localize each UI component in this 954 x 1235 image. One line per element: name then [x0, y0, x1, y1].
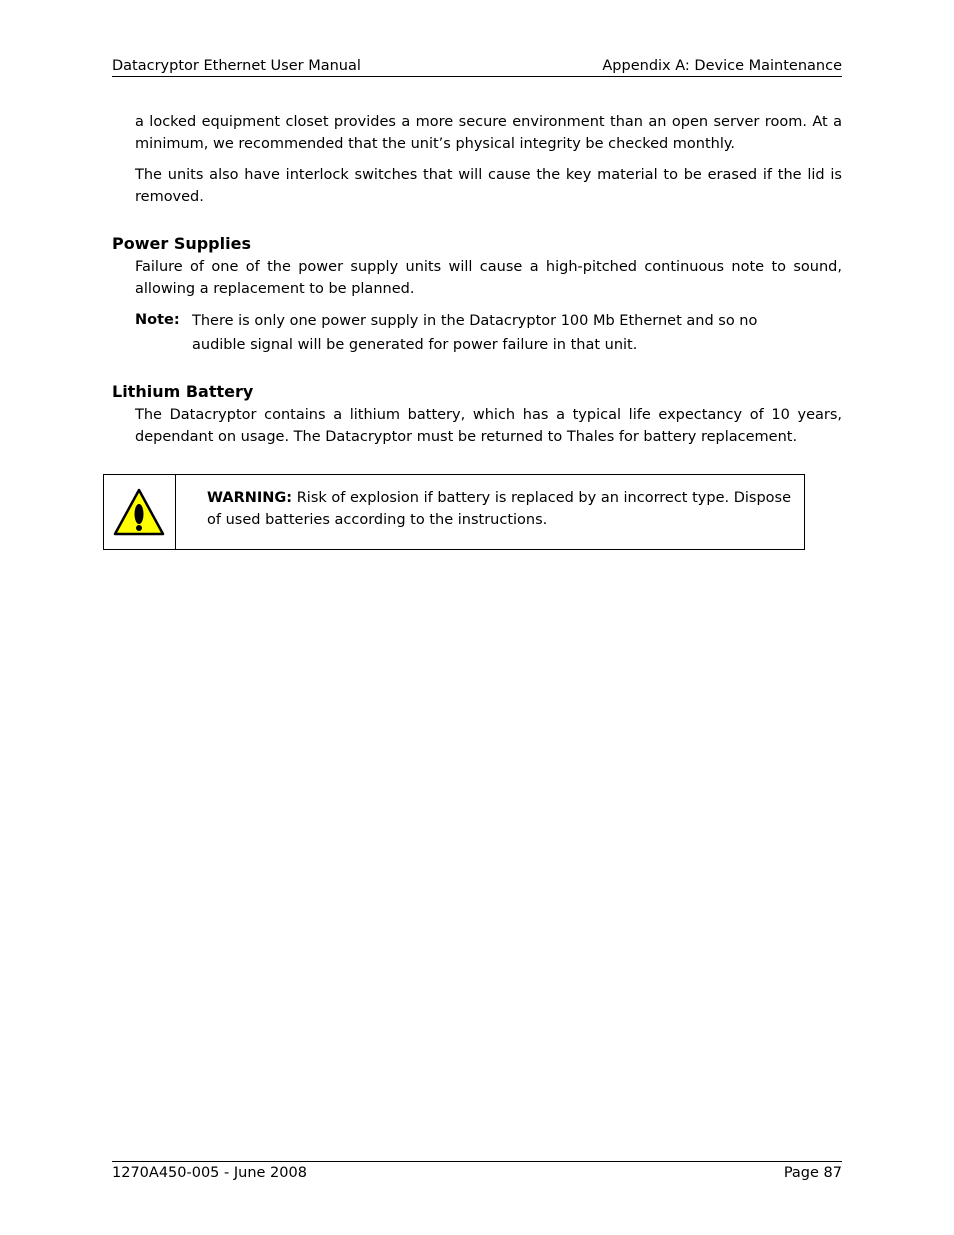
- warning-icon-cell: [104, 475, 176, 549]
- note-text: There is only one power supply in the Datacryptor 100 Mb Ethernet and so no audible signal will be generated for power failure in that unit.: [192, 313, 758, 353]
- header-section-title: Appendix A: Device Maintenance: [602, 58, 842, 74]
- body-paragraph-power: Failure of one of the power supply units will cause a high-pitched continuous note to sound, allowing a replacement to be planned.: [135, 259, 842, 297]
- warning-label: WARNING:: [207, 490, 293, 506]
- warning-text: Risk of explosion if battery is replaced by an incorrect type. Dispose of used batteries according to the instructions.: [207, 490, 792, 528]
- header-document-title: Datacryptor Ethernet User Manual: [112, 58, 361, 74]
- body-paragraph-interlock: The units also have interlock switches that will cause the key material to be erased if the lid is removed.: [135, 167, 842, 205]
- warning-message: [207, 487, 797, 531]
- body-paragraph-battery: The Datacryptor contains a lithium battery, which has a typical life expectancy of 10 years, dependant on usage. The Datacryptor must be returned to Thales for battery replacement.: [135, 407, 842, 445]
- footer-document-number: 1270A450-005 - June 2008: [112, 1165, 307, 1181]
- body-paragraph-security: a locked equipment closet provides a more secure environment than an open server room. At a minimum, we recommended that the unit’s physical integrity be checked monthly.: [135, 114, 842, 152]
- note-label: Note:: [135, 312, 180, 328]
- section-heading-power-supplies: Power Supplies: [112, 234, 251, 253]
- warning-triangle-icon: [112, 487, 166, 537]
- footer-page-number: Page 87: [783, 1165, 842, 1181]
- section-heading-lithium-battery: Lithium Battery: [112, 382, 254, 401]
- warning-box: [103, 474, 805, 550]
- page-header: [112, 56, 842, 77]
- page-footer: [112, 1161, 842, 1184]
